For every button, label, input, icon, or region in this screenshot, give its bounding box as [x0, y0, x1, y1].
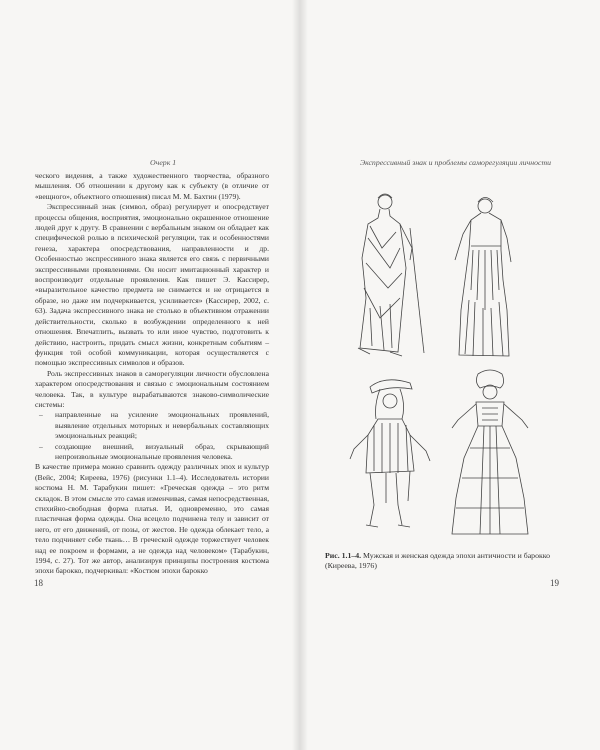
caption-label: Рис. 1.1–4. [325, 551, 362, 560]
left-page-number: 18 [34, 578, 43, 588]
list-item: – создающие внешний, визуальный образ, скрывающий непроизвольные эмоциональные проявления человека. [39, 441, 269, 461]
right-page-number: 19 [550, 578, 559, 588]
caption-text: Мужская и женская одежда эпохи античности и барокко (Киреева, 1976) [325, 551, 551, 571]
list-item: – направленные на усиление эмоциональных проявлений, выявление отдельных моторных и невербальных составляющих эмоциональных реакций; [39, 410, 269, 441]
baroque-male-figure-illustration [340, 375, 440, 535]
antique-male-figure-illustration [340, 188, 435, 358]
book-gutter [292, 0, 308, 750]
paragraph: В качестве примера можно сравнить одежду различных эпох и культур (Вейс, 2004; Киреева, 1976) (рисунки 1.1–4). Исследователь истории костюма Н. М. Тарабукин пишет: «Греческая одежда – это ритм складок. В этом смысле это самая изменчивая, самая непосредственная, стихийно-свободная форма платья. И, одновременно, это самая пластичная форма одежды. Она всецело подчинена телу и зависит от него, от его движений, от позы, от жестов. Не одежда облекает тело, а тело подчиняет себе ткань… В греческой одежде торжествует человек над ее покроем и формами, а не одежда над человеком» (Тарабукин, 1994, с. 27). Тот же автор, анализируя принципы построения костюма эпохи барокко, подчеркивал: «Костюм эпохи барокко [35, 462, 269, 576]
dash-marker: – [39, 410, 43, 420]
paragraph: ческого видения, а также художественного творчества, образного мышления. Об отношении к другому как к субъекту (в отличие от «вещного», объектного отношения) писал М. М. Бахтин (1979). [35, 171, 269, 201]
figure-caption [325, 551, 565, 572]
dash-marker: – [39, 441, 43, 451]
right-running-head: Экспрессивный знак и проблемы саморегуляции личности [360, 158, 552, 167]
paragraph: Экспрессивный знак (символ, образ) регулирует и опосредствует процессы общения, восприятия, эмоционально окрашенное отношение людей друг к другу. В сравнении с вербальным знаком он обладает как специфической ролью в психической регуляции, так и особенностями генеза, характера опосредствования, направленности и др. Особенностью экспрессивного знака является его связь с первичными экспрессивными проявлениями. Он носит имитационный характер и воспроизводит отдельные проявления. Как пишет Э. Кассирер, «выразительное качество предмета не снимается и не отрицается в образе, но даже им подчеркивается, усиливается» (Кассирер, 2002, с. 63). Задача экспрессивного знака не столько в объективном отражении действительности, сколько в возбуждении определенного к ней отношения. Впечатлить, вызвать то или иное чувство, подготовить к действию, настроить, придать смысл жизни, конкретным событиям – функция той особой коммуникации, которая осуществляется с помощью экспрессивных символов и образов. [35, 202, 269, 368]
left-running-head: Очерк 1 [150, 158, 177, 167]
baroque-female-figure-illustration [440, 368, 540, 538]
left-body-text [35, 171, 269, 577]
bullet-list [35, 410, 269, 462]
paragraph: Роль экспрессивных знаков в саморегуляции личности обусловлена характером опосредствования и связью с эмоциональным состоянием человека. Так, в культуре вырабатываются знаково-символические системы: [35, 368, 269, 409]
antique-female-figure-illustration [445, 190, 530, 362]
